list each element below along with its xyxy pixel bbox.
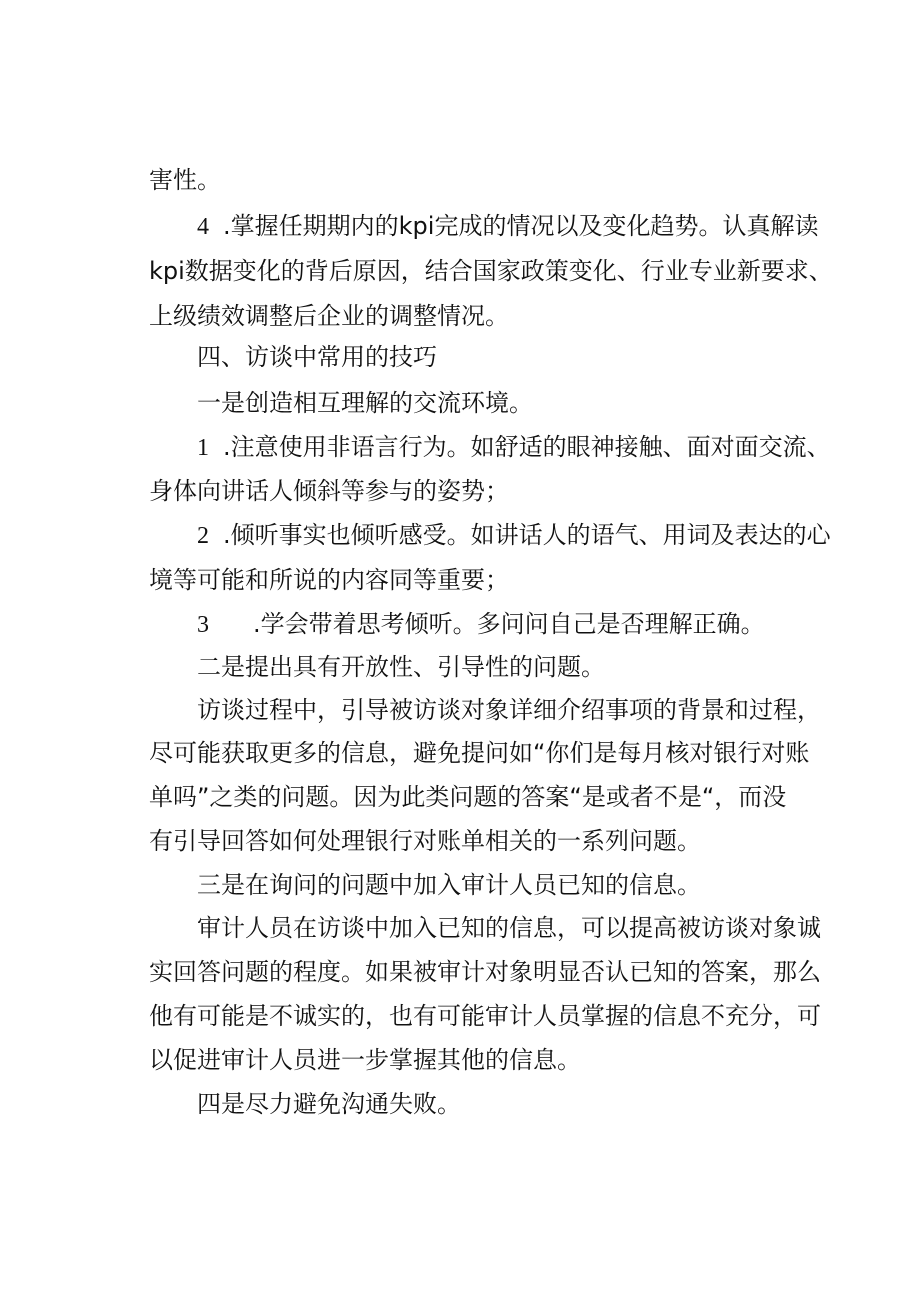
line-text: 尽可能获取更多的信息，避免提问如“你们是每月核对银行对账: [149, 739, 810, 767]
line-text: 以促进审计人员进一步掌握其他的信息。: [149, 1046, 581, 1074]
list-number: 4: [197, 214, 209, 240]
list-number: 2: [197, 523, 209, 549]
line-text: kpi数据变化的背后原因，结合国家政策变化、行业专业新要求、: [149, 257, 833, 285]
heading-text: 四、访谈中常用的技巧: [197, 343, 437, 371]
line-text: 倾听事实也倾听感受。如讲话人的语气、用词及表达的心: [230, 521, 831, 549]
list-dot: .: [253, 610, 261, 638]
line-text: 他有可能是不诚实的，也有可能审计人员掌握的信息不充分，可: [149, 1002, 821, 1030]
text-line: [149, 782, 786, 812]
text-line: [149, 957, 821, 987]
text-line: [149, 165, 221, 195]
list-item: [197, 211, 818, 242]
list-dot: .: [223, 433, 231, 461]
line-text: 害性。: [149, 166, 221, 194]
subsection-heading: [197, 388, 533, 418]
text-line: [149, 301, 509, 331]
line-text: 掌握任期期内的kpi完成的情况以及变化趋势。认真解读: [230, 212, 819, 240]
list-item: [197, 609, 765, 640]
line-text: 学会带着思考倾听。多问问自己是否理解正确。: [260, 610, 765, 638]
line-text: 上级绩效调整后企业的调整情况。: [149, 302, 509, 330]
text-line: [149, 256, 833, 286]
line-text: 访谈过程中，引导被访谈对象详细介绍事项的背景和过程，: [197, 696, 821, 724]
heading-text: 二是提出具有开放性、引导性的问题。: [197, 653, 605, 681]
line-text: 有引导回答如何处理银行对账单相关的一系列问题。: [149, 827, 701, 855]
text-line: [149, 738, 809, 768]
text-line: [149, 1045, 581, 1075]
heading-text: 一是创造相互理解的交流环境。: [197, 389, 533, 417]
line-text: 境等可能和所说的内容同等重要；: [149, 566, 509, 594]
heading-text: 四是尽力避免沟通失败。: [197, 1090, 461, 1118]
line-text: 审计人员在访谈中加入已知的信息，可以提高被访谈对象诚: [197, 914, 821, 942]
line-text: 身体向讲话人倾斜等参与的姿势；: [149, 477, 509, 505]
list-number: 3: [197, 612, 209, 638]
text-line: [149, 476, 509, 506]
heading-text: 三是在询问的问题中加入审计人员已知的信息。: [197, 871, 701, 899]
subsection-heading: [197, 1089, 461, 1119]
list-item: [197, 520, 831, 551]
list-dot: .: [223, 521, 231, 549]
text-line: [197, 913, 821, 943]
subsection-heading: [197, 870, 701, 900]
line-text: 注意使用非语言行为。如舒适的眼神接触、面对面交流、: [230, 433, 831, 461]
text-line: [149, 826, 701, 856]
line-text: 单吗”之类的问题。因为此类问题的答案“是或者不是“，而没: [149, 783, 787, 811]
text-line: [149, 1001, 821, 1031]
list-item: [197, 432, 831, 463]
line-text: 实回答问题的程度。如果被审计对象明显否认已知的答案，那么: [149, 958, 821, 986]
text-line: [149, 565, 509, 595]
list-dot: .: [223, 212, 231, 240]
text-line: [197, 695, 821, 725]
section-heading: [197, 342, 437, 372]
subsection-heading: [197, 652, 605, 682]
list-number: 1: [197, 435, 209, 461]
